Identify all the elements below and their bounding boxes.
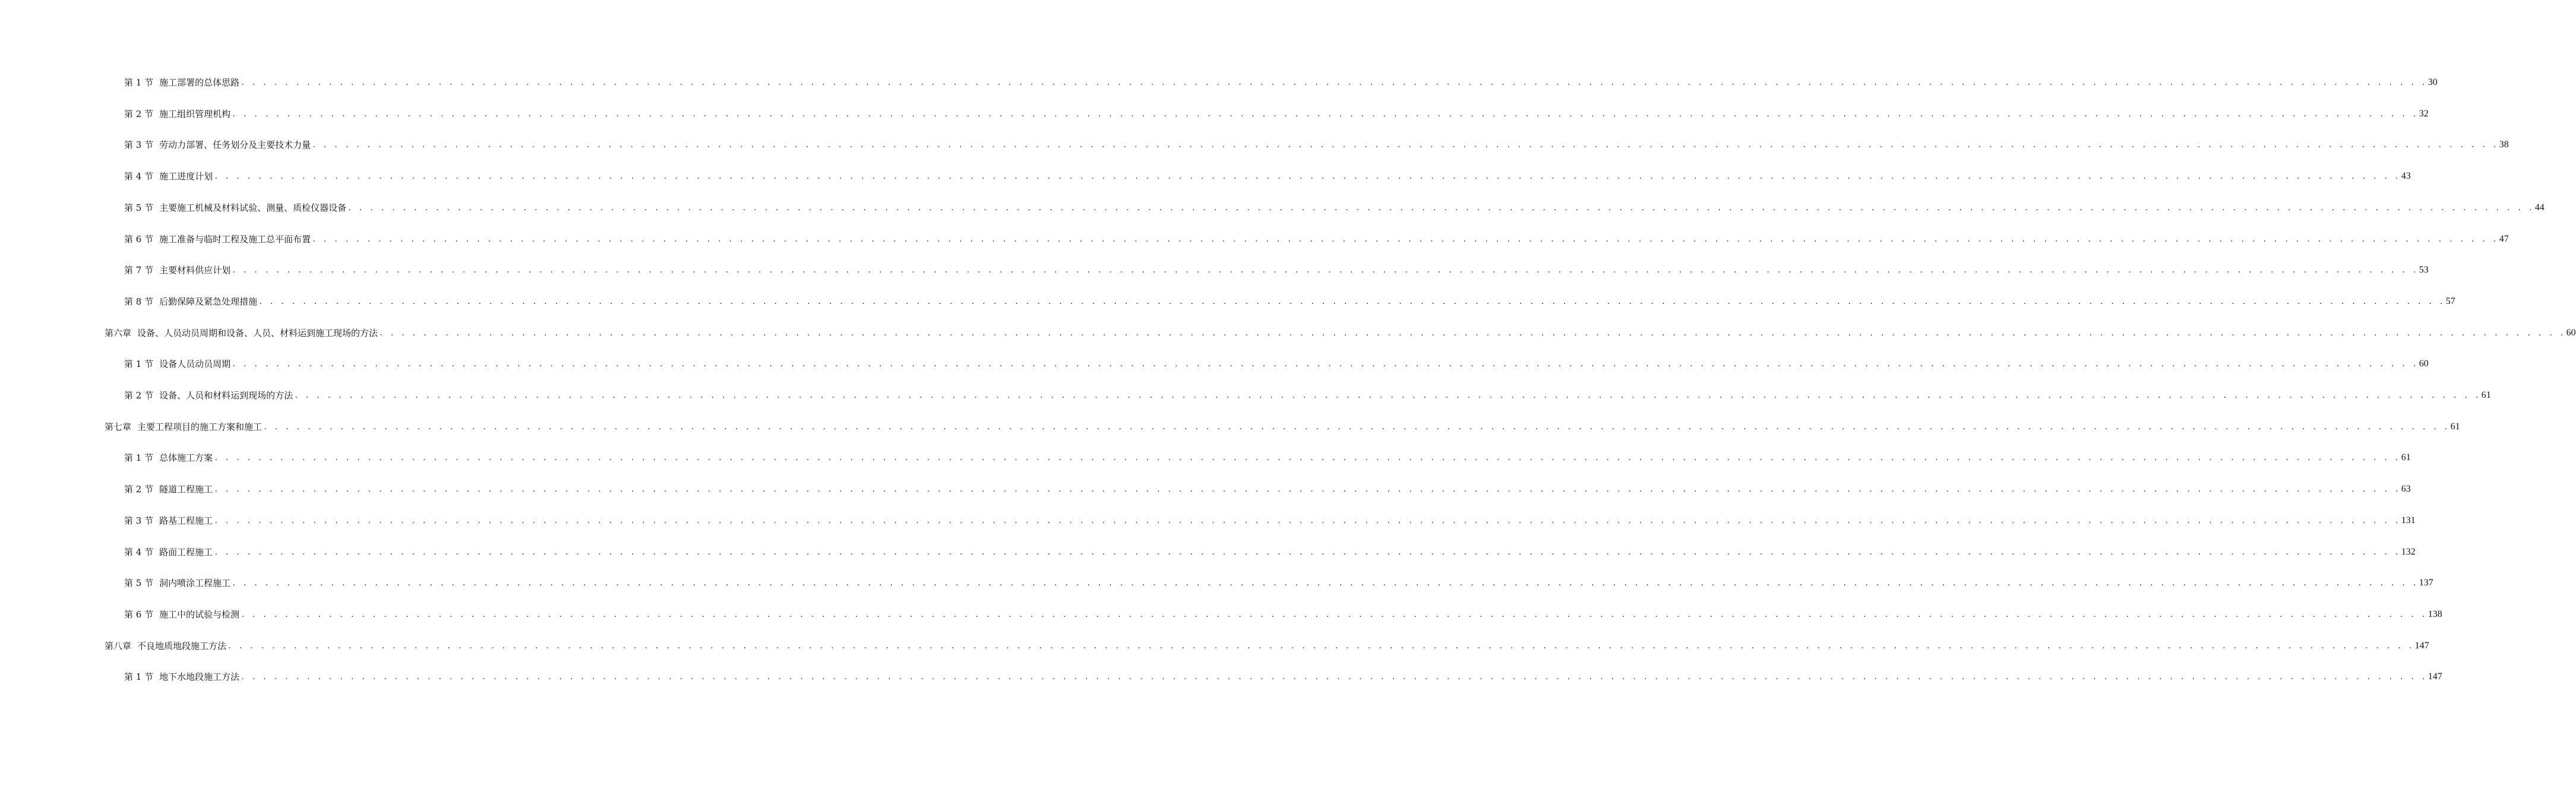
toc-entry-title: 施工中的试验与检测 (159, 609, 240, 620)
toc-section-entry[interactable] (124, 605, 2442, 620)
toc-entry-title: 施工进度计划 (159, 171, 213, 182)
toc-entry-title: 施工组织管理机构 (159, 109, 231, 119)
toc-dot-leader: . . . . . . . . . . . . . . . . . . . . . . . . . . . . . . . . . . . . . . . . . . . . . . . . . . . . . . . . . . . . . . . . . . . . . . . . . . . . . . . . . . . . . . . . . . . . . . . . . . . . . . . . . . . . . . . . . . . . . . . . . . . . . . . . . . . . . . . . . . . . . . . . . . . . . . . . . . . . . . . . . . . . . . . . . . . . . . . . . . . . . . . . . . . . . . . . . . . . . . . . (294, 391, 2480, 400)
toc-chapter-entry[interactable] (105, 417, 2460, 433)
toc-page-number: 132 (2401, 547, 2416, 557)
toc-page-number: 32 (2419, 109, 2429, 119)
toc-dot-leader: . . . . . . . . . . . . . . . . . . . . . . . . . . . . . . . . . . . . . . . . . . . . . . . . . . . . . . . . . . . . . . . . . . . . . . . . . . . . . . . . . . . . . . . . . . . . . . . . . . . . . . . . . . . . . . . . . . . . . . . . . . . . . . . . . . . . . . . . . . . . . . . . . . . . . . . . . . . . . . . . . . . . . . . . . . . . . . . . . . . . . . . . . . . . . . . . . . . . . . . . (232, 266, 2418, 274)
toc-entry-number: 第 7 节 (124, 265, 154, 276)
toc-dot-leader: . . . . . . . . . . . . . . . . . . . . . . . . . . . . . . . . . . . . . . . . . . . . . . . . . . . . . . . . . . . . . . . . . . . . . . . . . . . . . . . . . . . . . . . . . . . . . . . . . . . . . . . . . . . . . . . . . . . . . . . . . . . . . . . . . . . . . . . . . . . . . . . . . . . . . . . . . . . . . . . . . . . . . . . . . . . . . . . . . . . . . . . . . . . . . . . . . . . . . . . . (263, 423, 2449, 431)
toc-dot-leader: . . . . . . . . . . . . . . . . . . . . . . . . . . . . . . . . . . . . . . . . . . . . . . . . . . . . . . . . . . . . . . . . . . . . . . . . . . . . . . . . . . . . . . . . . . . . . . . . . . . . . . . . . . . . . . . . . . . . . . . . . . . . . . . . . . . . . . . . . . . . . . . . . . . . . . . . . . . . . . . . . . . . . . . . . . . . . . . . . . . . . . . . . . . . . . . . . . . . . . . . (232, 579, 2418, 587)
toc-entry-number: 第 2 节 (124, 484, 154, 495)
toc-dot-leader: . . . . . . . . . . . . . . . . . . . . . . . . . . . . . . . . . . . . . . . . . . . . . . . . . . . . . . . . . . . . . . . . . . . . . . . . . . . . . . . . . . . . . . . . . . . . . . . . . . . . . . . . . . . . . . . . . . . . . . . . . . . . . . . . . . . . . . . . . . . . . . . . . . . . . . . . . . . . . . . . . . . . . . . . . . . . . . . . . . . . . . . . . . . . . . . . . . . . . . . . (312, 141, 2498, 149)
toc-entry-number: 第六章 (105, 328, 132, 338)
toc-entry-number: 第 1 节 (124, 452, 154, 463)
toc-section-entry[interactable] (124, 574, 2433, 589)
toc-dot-leader: . . . . . . . . . . . . . . . . . . . . . . . . . . . . . . . . . . . . . . . . . . . . . . . . . . . . . . . . . . . . . . . . . . . . . . . . . . . . . . . . . . . . . . . . . . . . . . . . . . . . . . . . . . . . . . . . . . . . . . . . . . . . . . . . . . . . . . . . . . . . . . . . . . . . . . . . . . . . . . . . . . . . . . . . . . . . . . . . . . . . . . . . . . . . . . . . . . . . . . . . (214, 548, 2400, 556)
toc-page-number: 63 (2401, 484, 2411, 494)
toc-chapter-entry[interactable] (105, 636, 2429, 652)
toc-dot-leader: . . . . . . . . . . . . . . . . . . . . . . . . . . . . . . . . . . . . . . . . . . . . . . . . . . . . . . . . . . . . . . . . . . . . . . . . . . . . . . . . . . . . . . . . . . . . . . . . . . . . . . . . . . . . . . . . . . . . . . . . . . . . . . . . . . . . . . . . . . . . . . . . . . . . . . . . . . . . . . . . . . . . . . . . . . . . . . . . . . . . . . . . . . . . . . . . . . . . . . . . (232, 360, 2418, 368)
toc-page-number: 138 (2428, 609, 2442, 619)
toc-entry-number: 第 1 节 (124, 77, 154, 88)
toc-section-entry[interactable] (124, 448, 2411, 464)
toc-section-entry[interactable] (124, 73, 2438, 88)
toc-page-number: 137 (2419, 578, 2433, 588)
toc-entry-title: 洞内喷涂工程施工 (159, 578, 231, 588)
toc-entry-number: 第 3 节 (124, 140, 154, 150)
toc-entry-number: 第 5 节 (124, 202, 154, 213)
toc-page-number: 147 (2414, 641, 2429, 651)
toc-entry-number: 第 2 节 (124, 109, 154, 119)
toc-dot-leader: . . . . . . . . . . . . . . . . . . . . . . . . . . . . . . . . . . . . . . . . . . . . . . . . . . . . . . . . . . . . . . . . . . . . . . . . . . . . . . . . . . . . . . . . . . . . . . . . . . . . . . . . . . . . . . . . . . . . . . . . . . . . . . . . . . . . . . . . . . . . . . . . . . . . . . . . . . . . . . . . . . . . . . . . . . . . . . . . . . . . . . . . . . . . . . . . . . . . . . . . (258, 297, 2445, 306)
toc-dot-leader: . . . . . . . . . . . . . . . . . . . . . . . . . . . . . . . . . . . . . . . . . . . . . . . . . . . . . . . . . . . . . . . . . . . . . . . . . . . . . . . . . . . . . . . . . . . . . . . . . . . . . . . . . . . . . . . . . . . . . . . . . . . . . . . . . . . . . . . . . . . . . . . . . . . . . . . . . . . . . . . . . . . . . . . . . . . . . . . . . . . . . . . . . . . . . . . . . . . . . . . . (214, 454, 2400, 462)
toc-page-number: 43 (2401, 171, 2411, 181)
toc-section-entry[interactable] (124, 230, 2509, 245)
toc-entry-title: 设备、人员和材料运到现场的方法 (159, 390, 293, 401)
toc-page-number: 57 (2445, 296, 2455, 306)
toc-chapter-entry[interactable] (105, 324, 2576, 339)
toc-section-entry[interactable] (124, 543, 2416, 558)
toc-entry-number: 第 1 节 (124, 672, 154, 682)
toc-entry-number: 第七章 (105, 422, 132, 432)
toc-entry-title: 后勤保障及紧急处理措施 (159, 296, 258, 307)
toc-dot-leader: . . . . . . . . . . . . . . . . . . . . . . . . . . . . . . . . . . . . . . . . . . . . . . . . . . . . . . . . . . . . . . . . . . . . . . . . . . . . . . . . . . . . . . . . . . . . . . . . . . . . . . . . . . . . . . . . . . . . . . . . . . . . . . . . . . . . . . . . . . . . . . . . . . . . . . . . . . . . . . . . . . . . . . . . . . . . . . . . . . . . . . . . . . . . . . . . . . . . . . . . (379, 329, 2565, 337)
toc-section-entry[interactable] (124, 292, 2455, 308)
toc-entry-title: 主要材料供应计划 (159, 265, 231, 276)
toc-entry-title: 隧道工程施工 (159, 484, 213, 495)
toc-section-entry[interactable] (124, 386, 2491, 401)
toc-dot-leader: . . . . . . . . . . . . . . . . . . . . . . . . . . . . . . . . . . . . . . . . . . . . . . . . . . . . . . . . . . . . . . . . . . . . . . . . . . . . . . . . . . . . . . . . . . . . . . . . . . . . . . . . . . . . . . . . . . . . . . . . . . . . . . . . . . . . . . . . . . . . . . . . . . . . . . . . . . . . . . . . . . . . . . . . . . . . . . . . . . . . . . . . . . . . . . . . . . . . . . . . (214, 485, 2400, 493)
toc-page-number: 47 (2499, 234, 2509, 244)
toc-dot-leader: . . . . . . . . . . . . . . . . . . . . . . . . . . . . . . . . . . . . . . . . . . . . . . . . . . . . . . . . . . . . . . . . . . . . . . . . . . . . . . . . . . . . . . . . . . . . . . . . . . . . . . . . . . . . . . . . . . . . . . . . . . . . . . . . . . . . . . . . . . . . . . . . . . . . . . . . . . . . . . . . . . . . . . . . . . . . . . . . . . . . . . . . . . . . . . . . . . . . . . . . (312, 235, 2498, 243)
toc-page-number: 53 (2419, 265, 2429, 275)
toc-entry-title: 路基工程施工 (159, 515, 213, 526)
toc-entry-number: 第 6 节 (124, 234, 154, 245)
toc-entry-number: 第 1 节 (124, 359, 154, 369)
toc-dot-leader: . . . . . . . . . . . . . . . . . . . . . . . . . . . . . . . . . . . . . . . . . . . . . . . . . . . . . . . . . . . . . . . . . . . . . . . . . . . . . . . . . . . . . . . . . . . . . . . . . . . . . . . . . . . . . . . . . . . . . . . . . . . . . . . . . . . . . . . . . . . . . . . . . . . . . . . . . . . . . . . . . . . . . . . . . . . . . . . . . . . . . . . . . . . . . . . . . . . . . . . . (227, 642, 2414, 650)
toc-section-entry[interactable] (124, 480, 2411, 495)
toc-entry-title: 设备人员动员周期 (159, 359, 231, 369)
toc-page-number: 61 (2450, 422, 2460, 432)
toc-entry-title: 施工准备与临时工程及施工总平面布置 (159, 234, 311, 245)
toc-section-entry[interactable] (124, 104, 2429, 120)
toc-dot-leader: . . . . . . . . . . . . . . . . . . . . . . . . . . . . . . . . . . . . . . . . . . . . . . . . . . . . . . . . . . . . . . . . . . . . . . . . . . . . . . . . . . . . . . . . . . . . . . . . . . . . . . . . . . . . . . . . . . . . . . . . . . . . . . . . . . . . . . . . . . . . . . . . . . . . . . . . . . . . . . . . . . . . . . . . . . . . . . . . . . . . . . . . . . . . . . . . . . . . . . . . (241, 610, 2427, 619)
toc-entry-number: 第 5 节 (124, 578, 154, 588)
toc-dot-leader: . . . . . . . . . . . . . . . . . . . . . . . . . . . . . . . . . . . . . . . . . . . . . . . . . . . . . . . . . . . . . . . . . . . . . . . . . . . . . . . . . . . . . . . . . . . . . . . . . . . . . . . . . . . . . . . . . . . . . . . . . . . . . . . . . . . . . . . . . . . . . . . . . . . . . . . . . . . . . . . . . . . . . . . . . . . . . . . . . . . . . . . . . . . . . . . . . . . . . . . . (347, 204, 2534, 212)
toc-entry-number: 第 4 节 (124, 547, 154, 558)
toc-dot-leader: . . . . . . . . . . . . . . . . . . . . . . . . . . . . . . . . . . . . . . . . . . . . . . . . . . . . . . . . . . . . . . . . . . . . . . . . . . . . . . . . . . . . . . . . . . . . . . . . . . . . . . . . . . . . . . . . . . . . . . . . . . . . . . . . . . . . . . . . . . . . . . . . . . . . . . . . . . . . . . . . . . . . . . . . . . . . . . . . . . . . . . . . . . . . . . . . . . . . . . . . (232, 110, 2418, 118)
toc-page-number: 61 (2481, 390, 2491, 400)
toc-entry-number: 第 8 节 (124, 296, 154, 307)
toc-entry-number: 第八章 (105, 641, 132, 651)
toc-entry-number: 第 3 节 (124, 515, 154, 526)
toc-entry-title: 设备、人员动员周期和设备、人员、材料运到施工现场的方法 (137, 328, 378, 338)
toc-entry-title: 施工部署的总体思路 (159, 77, 240, 88)
toc-entry-title: 主要施工机械及材料试验、测量、质检仪器设备 (159, 202, 347, 213)
toc-page-number: 60 (2566, 328, 2576, 338)
toc-entry-title: 不良地质地段施工方法 (137, 641, 227, 651)
toc-page-number: 147 (2428, 672, 2442, 682)
toc-entry-title: 劳动力部署、任务划分及主要技术力量 (159, 140, 311, 150)
toc-dot-leader: . . . . . . . . . . . . . . . . . . . . . . . . . . . . . . . . . . . . . . . . . . . . . . . . . . . . . . . . . . . . . . . . . . . . . . . . . . . . . . . . . . . . . . . . . . . . . . . . . . . . . . . . . . . . . . . . . . . . . . . . . . . . . . . . . . . . . . . . . . . . . . . . . . . . . . . . . . . . . . . . . . . . . . . . . . . . . . . . . . . . . . . . . . . . . . . . . . . . . . . . (241, 78, 2427, 87)
toc-entry-title: 总体施工方案 (159, 452, 213, 463)
toc-entry-number: 第 6 节 (124, 609, 154, 620)
toc-page-number: 131 (2401, 515, 2416, 525)
toc-section-entry[interactable] (124, 135, 2509, 151)
toc-entry-title: 路面工程施工 (159, 547, 213, 558)
toc-page-number: 44 (2534, 202, 2545, 213)
toc-dot-leader: . . . . . . . . . . . . . . . . . . . . . . . . . . . . . . . . . . . . . . . . . . . . . . . . . . . . . . . . . . . . . . . . . . . . . . . . . . . . . . . . . . . . . . . . . . . . . . . . . . . . . . . . . . . . . . . . . . . . . . . . . . . . . . . . . . . . . . . . . . . . . . . . . . . . . . . . . . . . . . . . . . . . . . . . . . . . . . . . . . . . . . . . . . . . . . . . . . . . . . . . (241, 673, 2427, 681)
toc-section-entry[interactable] (124, 198, 2545, 214)
toc-section-entry[interactable] (124, 667, 2442, 683)
toc-entry-number: 第 4 节 (124, 171, 154, 182)
toc-section-entry[interactable] (124, 261, 2429, 276)
toc-dot-leader: . . . . . . . . . . . . . . . . . . . . . . . . . . . . . . . . . . . . . . . . . . . . . . . . . . . . . . . . . . . . . . . . . . . . . . . . . . . . . . . . . . . . . . . . . . . . . . . . . . . . . . . . . . . . . . . . . . . . . . . . . . . . . . . . . . . . . . . . . . . . . . . . . . . . . . . . . . . . . . . . . . . . . . . . . . . . . . . . . . . . . . . . . . . . . . . . . . . . . . . . (214, 517, 2400, 525)
toc-section-entry[interactable] (124, 167, 2411, 182)
toc-page-number: 38 (2499, 140, 2509, 150)
toc-dot-leader: . . . . . . . . . . . . . . . . . . . . . . . . . . . . . . . . . . . . . . . . . . . . . . . . . . . . . . . . . . . . . . . . . . . . . . . . . . . . . . . . . . . . . . . . . . . . . . . . . . . . . . . . . . . . . . . . . . . . . . . . . . . . . . . . . . . . . . . . . . . . . . . . . . . . . . . . . . . . . . . . . . . . . . . . . . . . . . . . . . . . . . . . . . . . . . . . . . . . . . . . (214, 172, 2400, 180)
toc-page-number: 30 (2428, 77, 2438, 87)
toc-entry-number: 第 2 节 (124, 390, 154, 401)
toc-entry-title: 主要工程项目的施工方案和施工 (137, 422, 263, 432)
toc-section-entry[interactable] (124, 354, 2429, 370)
toc-section-entry[interactable] (124, 511, 2416, 527)
toc-entry-title: 地下水地段施工方法 (159, 672, 240, 682)
toc-page-number: 60 (2419, 359, 2429, 369)
toc-page-number: 61 (2401, 452, 2411, 463)
